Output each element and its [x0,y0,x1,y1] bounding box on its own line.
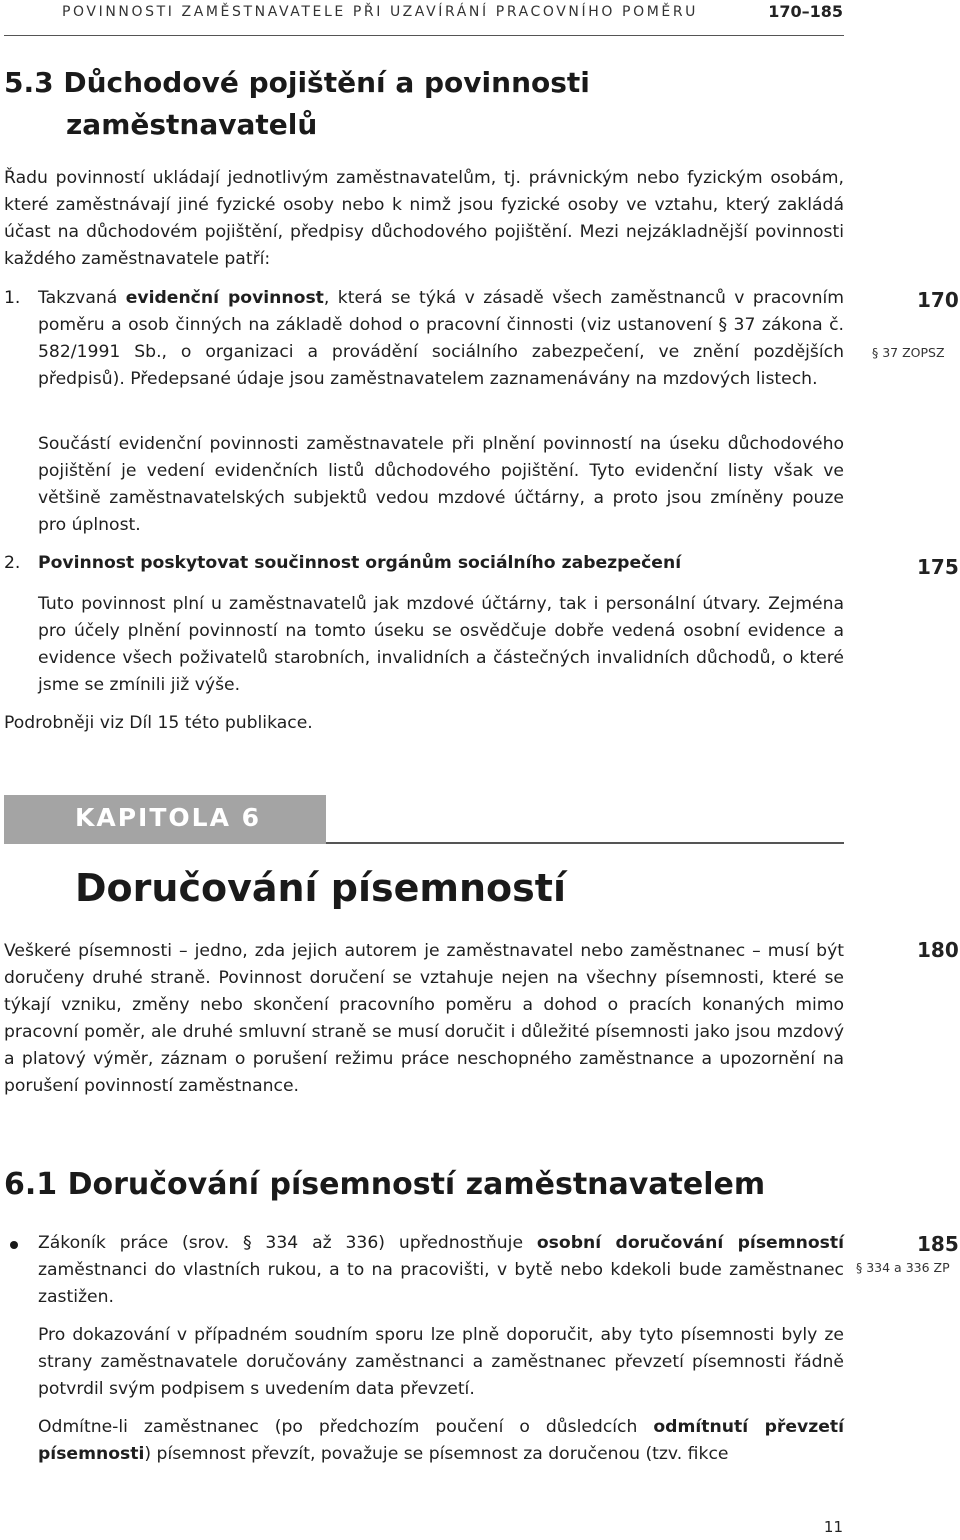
item-2-body: Tuto povinnost plní u zaměstnavatelů jak mzdové účtárny, tak i personální útvary. Zejména pro účely plnění povinností na tomto úseku se osvědčuje dobře vedená osobní evidence a evidence všech poživatelů starobních, invalidních a částečných invalidních důchodů, o které jsme se zmínili již výše. [38,594,844,695]
section-6-1-paragraph-3: Odmítne-li zaměstnanec (po předchozím poučení o důsledcích odmítnutí převzetí písemnosti) písemnost převzít, považuje se písemnost za doručenou (tzv. fikce [38,1417,844,1464]
item-1-paragraph-2: Součástí evidenční povinnosti zaměstnavatele při plnění povinností na úseku důchodového pojištění je vedení evidenčních listů důchodového pojištění. Tyto evidenční listy však ve většině zaměstnavatelských subjektů vedou mzdové účtárny, a proto jsou zmíněny pouze pro úplnost. [38,434,844,535]
refusal-term: odmítnutí převzetí písemnosti [38,1417,844,1464]
section-5-3-title [4,62,590,146]
chapter-intro: Veškeré písemnosti – jedno, zda jejich autorem je zaměstnavatel nebo zaměstnanec – musí být doručeny druhé straně. Povinnost doručení se vztahuje nejen na všechny písemnosti, které se týkají vzniku, změny nebo skončení pracovního poměru a dohod o pracích konaných mimo pracovní poměr, ale druhé smluvní straně se musí doručit i důležité písemnosti jako jsou mzdový a platový výměr, záznam o porušení režimu práce neschopného zaměstnance a upozornění na porušení povinností zaměstnance. [4,941,844,1096]
item-1-text: Takzvaná evidenční povinnost, která se týká v zásadě všech zaměstnanců v pracovním poměru a osob činných na základě dohod o pracovní činnosti (viz ustanovení § 37 zákona č. 582/1991 Sb., o organizaci a provádění sociálního zabezpečení, ve znění pozdějších předpisů). Předepsané údaje jsou zaměstnavatelem zaznamenávány na mzdových listech. [38,288,844,389]
bullet-icon [10,1241,18,1249]
margin-number-175: 175 [917,555,959,579]
chapter-label: KAPITOLA 6 [75,803,262,832]
item-2-number: 2. [4,553,21,573]
page-number: 11 [823,1518,843,1536]
running-header-range: 170–185 [768,2,843,21]
evidence-duty-term: evidenční povinnost [125,288,324,308]
section-6-1-paragraph-2: Pro dokazování v případném soudním sporu lze plně doporučit, aby tyto písemnosti byly ze strany zaměstnavatele doručovány zaměstnanci a zaměstnanec převzetí písemnosti řádně potvrdil svým podpisem s uvedením data převzetí. [38,1325,844,1399]
section-6-1-bullet: Zákoník práce (srov. § 334 až 336) upřednostňuje osobní doručování písemností zaměstnanci do vlastních rukou, a to na pracovišti, v bytě nebo kdekoli bude zaměstnanec zastižen. [38,1233,844,1307]
margin-number-170: 170 [917,288,959,312]
see-more-note: Podrobněji viz Díl 15 této publikace. [4,713,313,733]
personal-delivery-term: osobní doručování písemností [536,1233,844,1253]
chapter-title: Doručování písemností [75,866,566,910]
margin-number-180: 180 [917,938,959,962]
item-2-heading: Povinnost poskytovat součinnost orgánům sociálního zabezpečení [38,553,682,573]
margin-ref-zopsz: § 37 ZOPSZ [872,345,945,360]
chapter-divider [326,842,844,844]
running-header-title: POVINNOSTI ZAMĚSTNAVATELE PŘI UZAVÍRÁNÍ PRACOVNÍHO POMĚRU [62,4,698,20]
section-title-line-2: zaměstnavatelů [66,108,318,141]
section-title-line-1: 5.3 Důchodové pojištění a povinnosti [4,66,590,99]
margin-number-185: 185 [917,1232,959,1256]
margin-ref-zp: § 334 a 336 ZP [856,1260,950,1275]
item-1-number: 1. [4,288,21,308]
section-6-1-title: 6.1 Doručování písemností zaměstnavatelem [4,1167,766,1202]
section-5-3-intro: Řadu povinností ukládají jednotlivým zaměstnavatelům, tj. právnickým nebo fyzickým osobám, které zaměstnávají jiné fyzické osoby nebo k nimž jsou fyzické osoby ve vztahu, který zakládá účast na důchodovém pojištění, předpisy důchodového pojištění. Mezi nejzákladnější povinnosti každého zaměstnavatele patří: [4,168,844,269]
header-divider [4,35,844,36]
